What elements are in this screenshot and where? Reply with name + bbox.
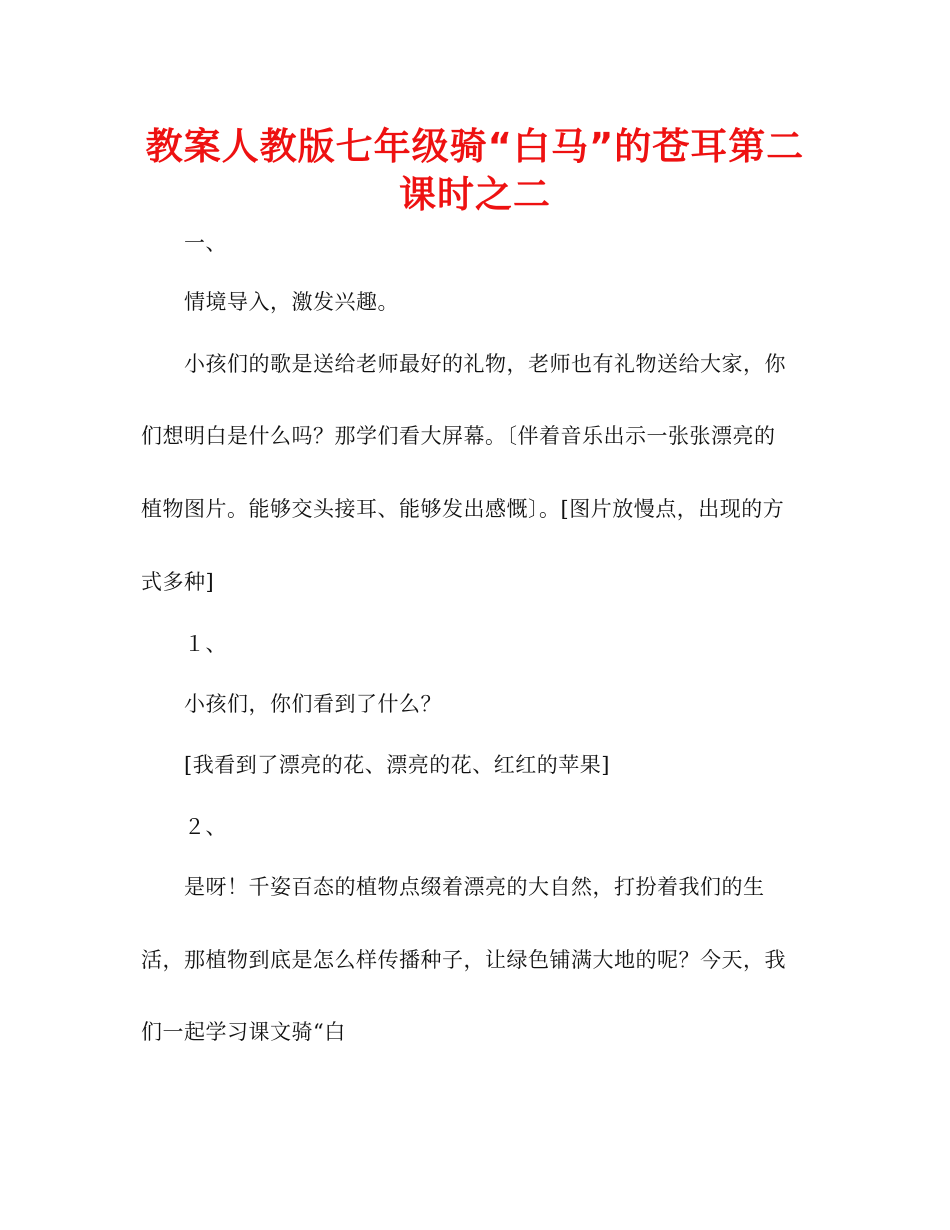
paragraph-line: [我看到了漂亮的花、漂亮的花、红红的苹果] — [184, 753, 610, 777]
list-number-two: ２、 — [184, 815, 227, 839]
paragraph-line: 植物图片。能够交头接耳、能够发出感慨〕。[图片放慢点，出现的方 — [141, 497, 785, 521]
section-heading-one: 一、 — [184, 231, 227, 255]
paragraph-line: 活，那植物到底是怎么样传播种子，让绿色铺满大地的呢？今天，我 — [141, 948, 786, 972]
paragraph-line: 小孩们，你们看到了什么？ — [184, 692, 442, 716]
document-title-line-2: 课时之二 — [399, 173, 551, 216]
paragraph-line: 情境导入，激发兴趣。 — [184, 290, 399, 314]
paragraph-line: 式多种] — [141, 570, 215, 594]
list-number-one: １、 — [184, 632, 227, 656]
document-title-line-1: 教案人教版七年级骑“白马”的苍耳第二 — [145, 125, 805, 168]
paragraph-line: 是呀！千姿百态的植物点缀着漂亮的大自然，打扮着我们的生 — [184, 875, 765, 899]
paragraph-line: 们一起学习课文骑“白 — [141, 1020, 346, 1044]
paragraph-line: 们想明白是什么吗？那学们看大屏幕。〔伴着音乐出示一张张漂亮的 — [141, 424, 776, 448]
paragraph-line: 小孩们的歌是送给老师最好的礼物，老师也有礼物送给大家，你 — [184, 352, 786, 376]
